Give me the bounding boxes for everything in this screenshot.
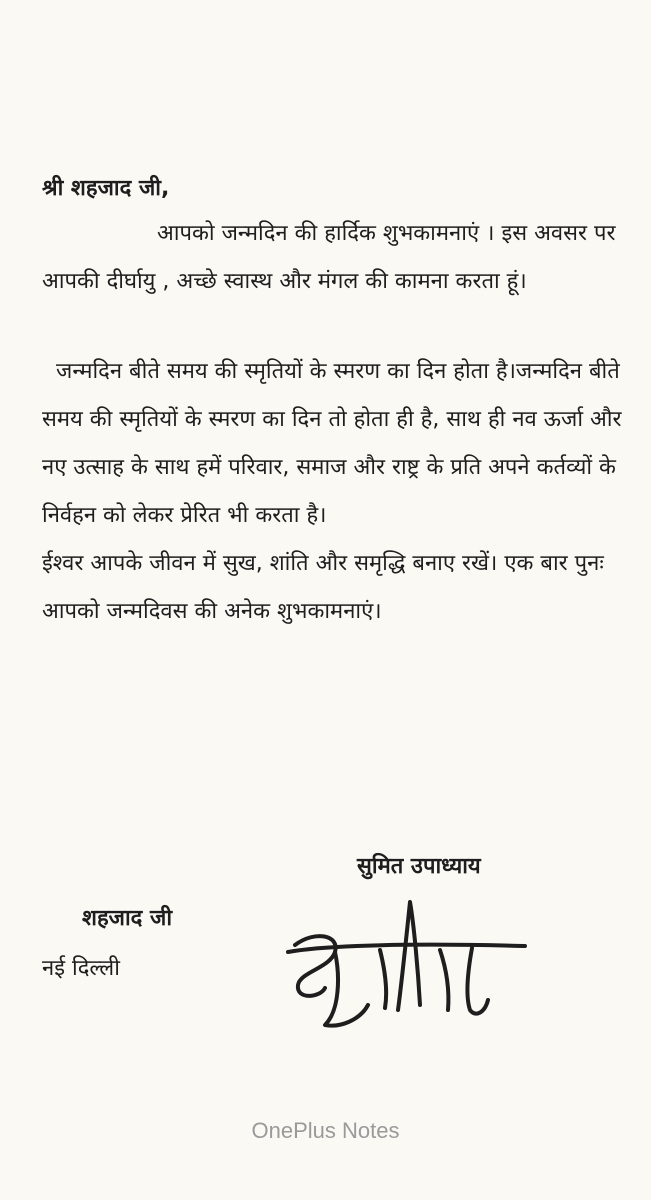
app-brand-footer: OnePlus Notes (251, 1118, 400, 1143)
letter-body (42, 168, 629, 636)
salutation: श्री शहजाद जी, (42, 176, 170, 201)
birthday-paragraph: जन्मदिन बीते समय की स्मृतियों के स्मरण का दिन होता है।जन्मदिन बीते समय की स्मृतियों के स्मरण का दिन तो होता ही है, साथ ही नव ऊर्जा और नए उत्साह के साथ हमें परिवार, समाज और राष्ट्र के प्रति अपने कर्तव्यों के निर्वहन को लेकर प्रेरित भी करता है। (42, 359, 629, 528)
greeting-paragraph: आपको जन्मदिन की हार्दिक शुभकामनाएं । इस अवसर पर आपकी दीर्घायु , अच्छे स्वास्थ और मंगल की कामना करता हूं। (42, 221, 623, 294)
sender-name: सुमित उपाध्याय (357, 854, 481, 879)
paragraph-gap (42, 306, 622, 348)
recipient-city: नई दिल्ली (42, 956, 120, 981)
handwritten-signature (280, 880, 530, 1030)
blessing-paragraph: ईश्वर आपके जीवन में सुख, शांति और समृद्धि बनाए रखें। एक बार पुनः आपको जन्मदिवस की अनेक शुभकामनाएं। (42, 551, 611, 624)
recipient-name: शहजाद जी (82, 906, 173, 931)
